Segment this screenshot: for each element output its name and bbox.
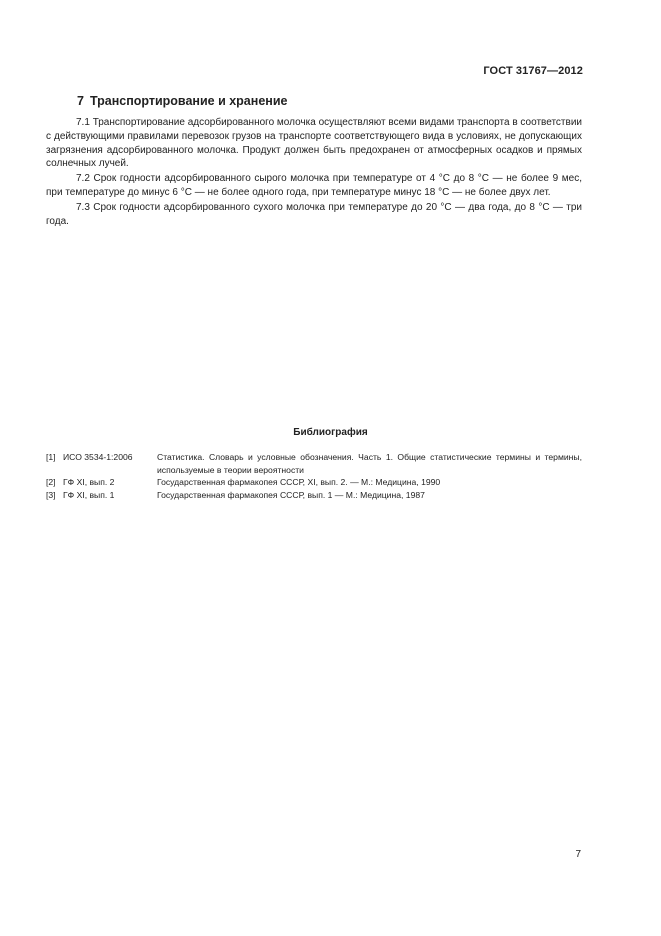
bibliography-entry [46, 476, 582, 489]
bibliography-entry-number: [2] [46, 477, 56, 488]
paragraph-7-1: 7.1 Транспортирование адсорбированного молочка осуществляют всеми видами транспорта в соответствии с действующими правилами перевозок грузов на транспорте соответствующего вида в условиях, не допускающих загрязнения адсорбированного молочка. Продукт должен быть предохранен от атмосферных осадков и прямых солнечных лучей. [46, 117, 582, 170]
bibliography-list [46, 451, 582, 501]
bibliography-title: Библиография [293, 427, 368, 438]
bibliography-entry [46, 451, 582, 476]
bibliography-entry-text: Государственная фармакопея СССР, XI, вып. 2. — М.: Медицина, 1990 [157, 477, 441, 488]
bibliography-entry-reference: ГФ XI, вып. 2 [63, 477, 115, 488]
bibliography-entry [46, 489, 582, 502]
bibliography-entry-text: Государственная фармакопея СССР, вып. 1 — М.: Медицина, 1987 [157, 489, 425, 500]
paragraph-7-3: 7.3 Срок годности адсорбированного сухого молочка при температуре до 20 °С — два года, до 8 °С — три года. [46, 201, 582, 227]
bibliography-entry-number: [3] [46, 489, 56, 500]
bibliography-entry-reference: ГФ XI, вып. 1 [63, 489, 115, 500]
bibliography-entry-number: [1] [46, 452, 56, 462]
paragraph-7-2: 7.2 Срок годности адсорбированного сырого молочка при температуре от 4 °С до 8 °С — не более 9 мес, при температуре до минус 6 °С — не более одного года, при температуре минус 18 °С — не более двух лет. [46, 173, 582, 198]
bibliography-entry-text: Статистика. Словарь и условные обозначения. Часть 1. Общие статистические термины и термины, используемые в теории вероятности [157, 452, 582, 475]
section-number: 7 [77, 94, 84, 108]
section-body [46, 116, 582, 229]
page-number: 7 [575, 849, 581, 860]
section-title: Транспортирование и хранение [89, 94, 288, 108]
standard-code: ГОСТ 31767—2012 [483, 65, 583, 77]
section-heading [77, 94, 287, 108]
bibliography-entry-reference: ИСО 3534-1:2006 [63, 452, 133, 462]
